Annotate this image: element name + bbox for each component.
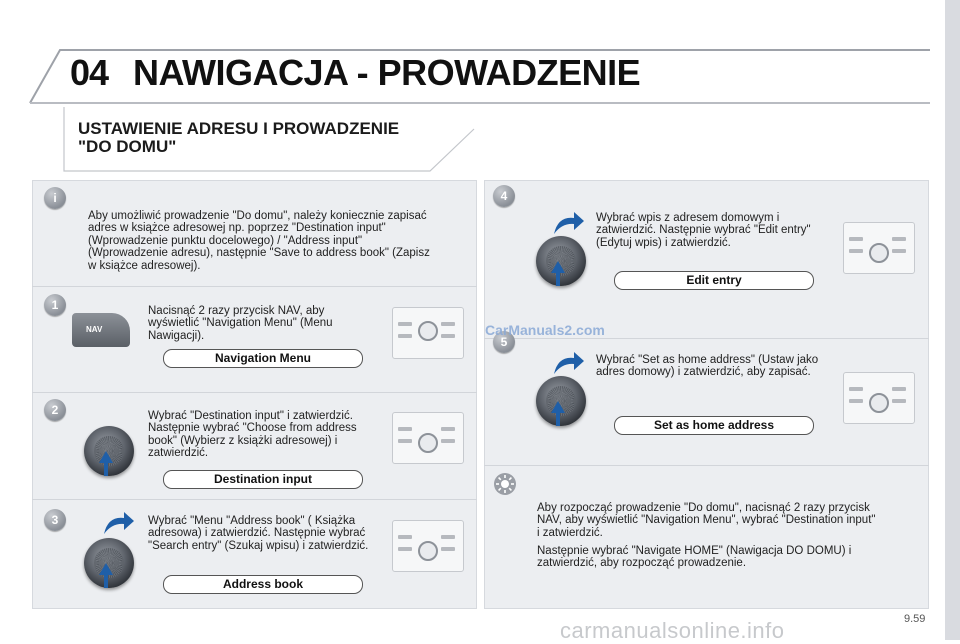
info-note: Aby umożliwić prowadzenie "Do domu", należy koniecznie zapisać adres w książce adresowej np. poprzez "Destination input" (Wprowadzenie punktu docelowego) / "Address input" (Wprowadzenie adresu), następnie "Save to address book" (Zapisz w książce adresowej). — [88, 210, 430, 272]
step-badge-3: 3 — [44, 509, 66, 531]
step-2-text: Wybrać "Destination input" i zatwierdzić. Następnie wybrać "Choose from address book" (Wybierz z książki adresowej) i zatwierdzić. — [148, 410, 357, 460]
radio-unit-image — [392, 520, 464, 572]
page-title: NAWIGACJA - PROWADZENIE — [133, 52, 641, 93]
footer-watermark: carmanualsonline.info — [560, 618, 785, 643]
rotate-arrow-icon — [550, 210, 586, 238]
edit-entry-label: Edit entry — [614, 271, 814, 290]
press-arrow-icon — [556, 272, 560, 286]
step-badge-2: 2 — [44, 399, 66, 421]
press-arrow-icon — [104, 574, 108, 588]
rotate-arrow-icon — [100, 510, 136, 538]
step-badge-4: 4 — [493, 185, 515, 207]
step-1-text: Nacisnąć 2 razy przycisk NAV, aby wyświetlić "Navigation Menu" (Menu Nawigacji). — [148, 305, 333, 342]
rotate-arrow-icon — [550, 350, 586, 378]
step-badge-1: 1 — [44, 294, 66, 316]
radio-unit-image — [392, 412, 464, 464]
radio-unit-image — [392, 307, 464, 359]
info-icon: i — [44, 187, 66, 209]
destination-input-label: Destination input — [163, 470, 363, 489]
nav-button-image — [72, 313, 130, 347]
press-arrow-head-icon — [551, 401, 565, 413]
press-arrow-icon — [104, 462, 108, 476]
step-3-text: Wybrać "Menu "Address book" ( Książka adresowa) i zatwierdzić. Następnie wybrać "Search entry" (Szukaj wpisu) i zatwierdzić. — [148, 515, 369, 552]
divider — [32, 286, 477, 287]
watermark: CarManuals2.com — [485, 322, 605, 338]
press-arrow-head-icon — [99, 451, 113, 463]
divider — [484, 465, 929, 466]
set-as-home-address-label: Set as home address — [614, 416, 814, 435]
navigation-menu-label: Navigation Menu — [163, 349, 363, 368]
step-badge-5: 5 — [493, 331, 515, 353]
tip-sun-icon — [493, 472, 517, 496]
step-4-text: Wybrać wpis z adresem domowym i zatwierdzić. Następnie wybrać "Edit entry"(Edytuj wpis) i zatwierdzić. — [596, 212, 811, 249]
divider — [32, 392, 477, 393]
chapter-number: 04 — [70, 52, 109, 93]
divider — [32, 499, 477, 500]
step-5-text: Wybrać "Set as home address" (Ustaw jako adres domowy) i zatwierdzić, aby zapisać. — [596, 354, 819, 379]
press-arrow-icon — [556, 412, 560, 426]
divider — [484, 338, 929, 339]
radio-unit-image — [843, 222, 915, 274]
address-book-label: Address book — [163, 575, 363, 594]
press-arrow-head-icon — [99, 563, 113, 575]
tip-text-1: Aby rozpocząć prowadzenie "Do domu", nacisnąć 2 razy przycisk NAV, aby wyświetlić "Navigation Menu", wybrać "Destination input" i zatwierdzić. — [537, 502, 876, 539]
press-arrow-head-icon — [551, 261, 565, 273]
radio-unit-image — [843, 372, 915, 424]
page-number: 9.59 — [904, 613, 926, 625]
tip-text-2: Następnie wybrać "Navigate HOME" (Nawigacja DO DOMU) i zatwierdzić, aby rozpocząć prowadzenie. — [537, 545, 852, 570]
nav-button-label: NAV — [86, 325, 103, 334]
section-title: USTAWIENIE ADRESU I PROWADZENIE "DO DOMU" — [78, 119, 400, 156]
